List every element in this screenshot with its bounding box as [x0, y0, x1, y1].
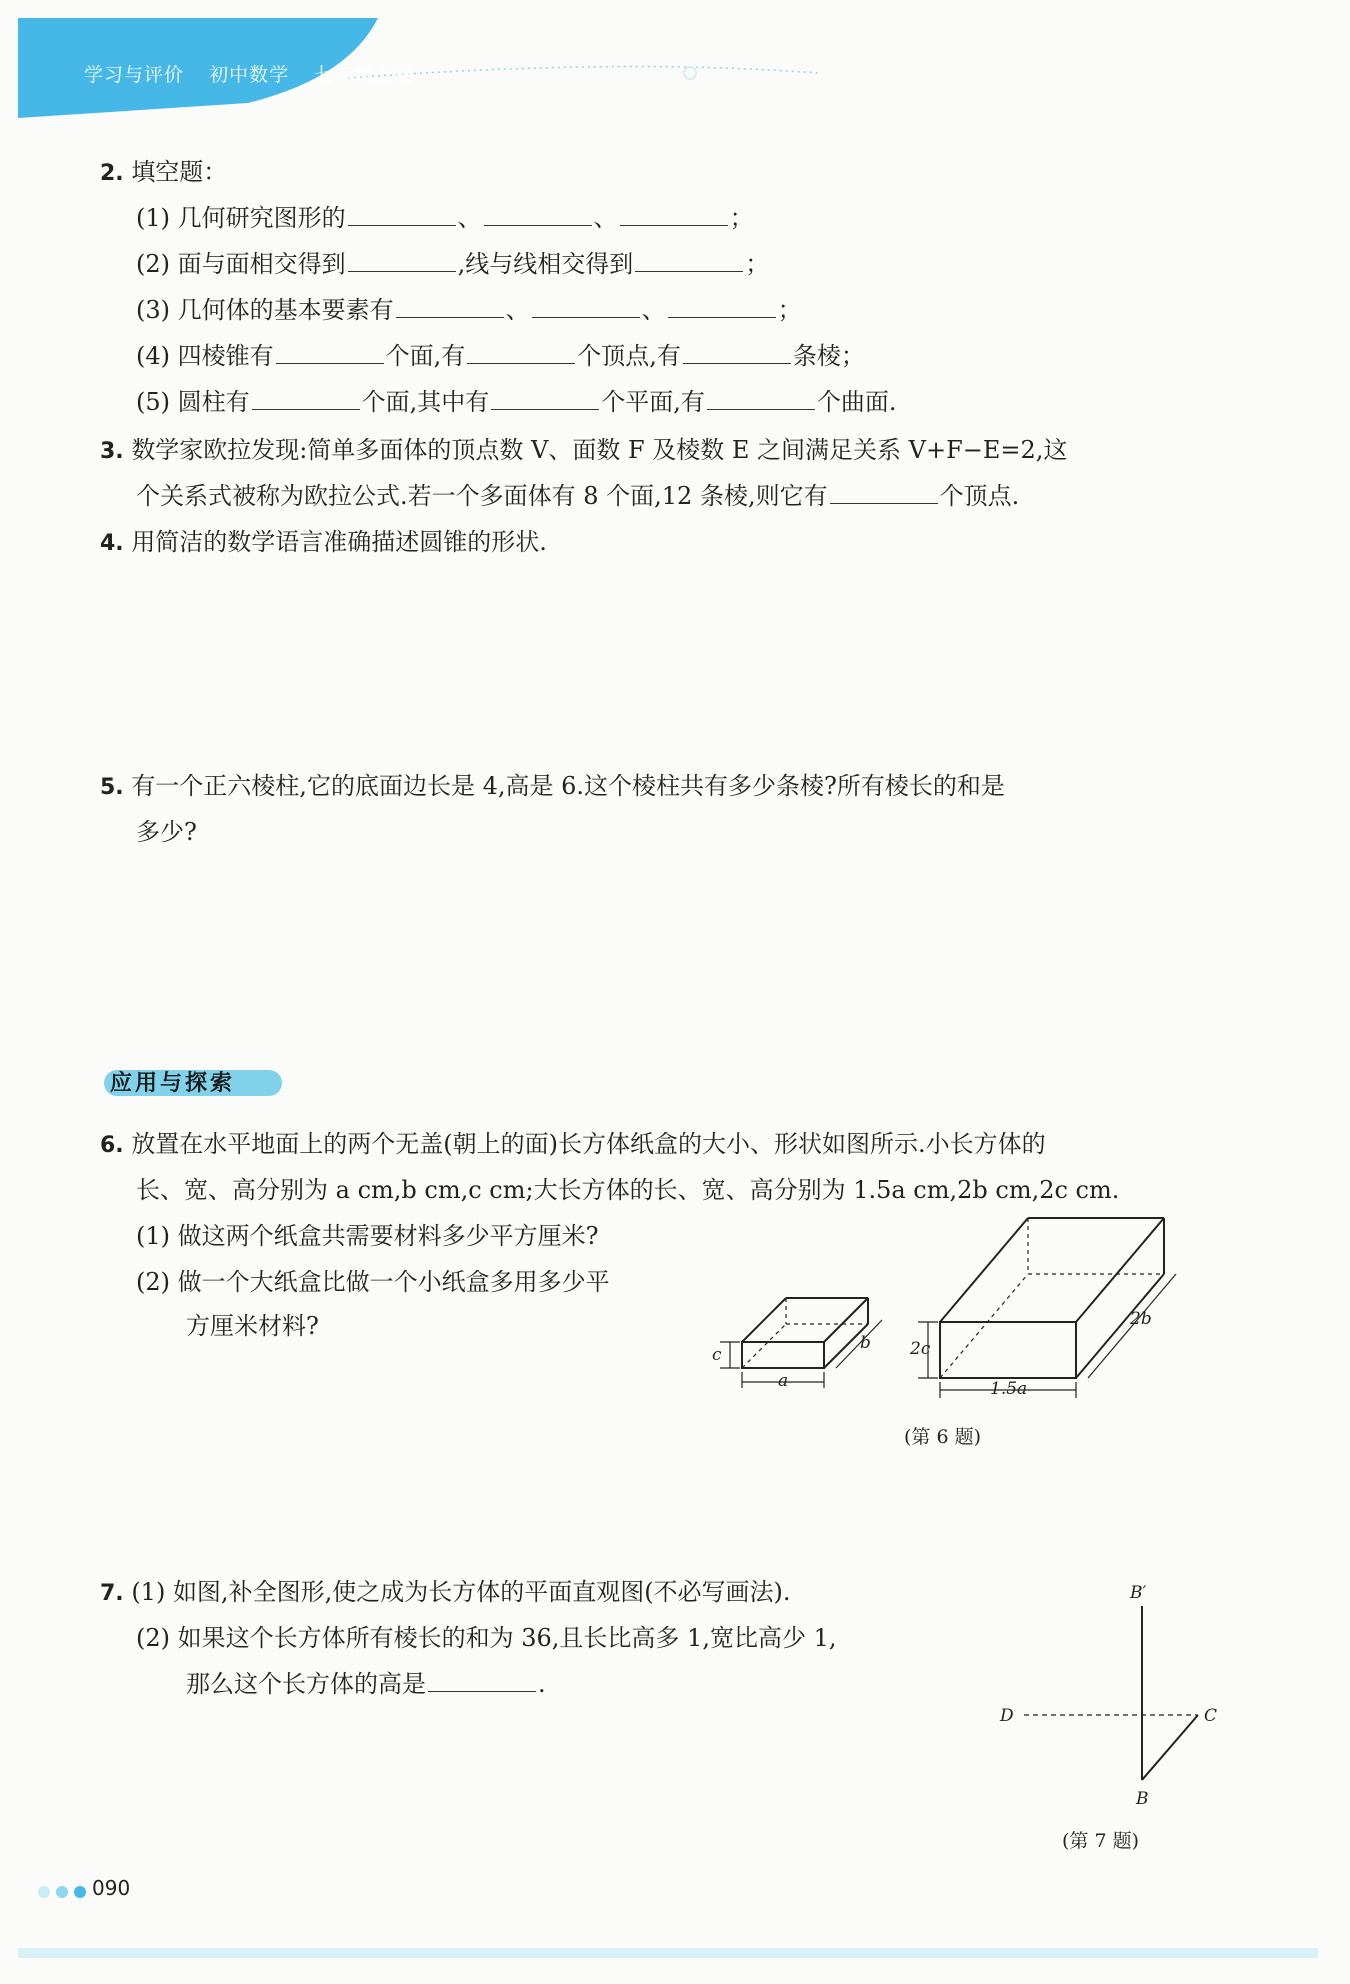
- q5-text-line1: 有一个正六棱柱,它的底面边长是 4,高是 6.这个棱柱共有多少条棱?所有棱长的和是: [131, 772, 1005, 800]
- q2-p4-end: 条棱；: [792, 342, 865, 370]
- q7-number: 7.: [100, 1581, 124, 1606]
- q2-p3-label: (3) 几何体的基本要素有: [136, 296, 394, 324]
- header-subject: 初中数学: [209, 64, 290, 86]
- q2-p5-end: 个曲面.: [816, 388, 897, 416]
- big-box-front: [940, 1322, 1076, 1378]
- header-text: [84, 60, 432, 87]
- q3-number: 3.: [100, 439, 124, 464]
- q5-text-line2: 多少?: [136, 818, 197, 846]
- q3-line2: [136, 480, 1019, 512]
- q2-p1-label: (1) 几何研究图形的: [136, 204, 346, 232]
- q7-part2b: [186, 1668, 546, 1700]
- q2-part5: [136, 386, 897, 418]
- q7-caption: (第 7 题): [1062, 1830, 1139, 1852]
- section-title: [104, 1066, 284, 1100]
- label-b-prime: B′: [1130, 1583, 1147, 1603]
- q7-figure: [990, 1580, 1230, 1820]
- q2-p5-label: (5) 圆柱有: [136, 388, 250, 416]
- q3-line1: [100, 434, 1067, 468]
- q6-text-line2: 长、宽、高分别为 a cm,b cm,c cm;大长方体的长、宽、高分别为 1.5a cm,2b cm,2c cm.: [136, 1176, 1120, 1204]
- q4-line: [100, 526, 547, 560]
- page-dots-icon: [36, 1884, 96, 1904]
- blank: [491, 387, 599, 410]
- q7-p1-text: (1) 如图,补全图形,使之成为长方体的平面直观图(不必写画法).: [131, 1578, 791, 1606]
- q6-line1: [100, 1128, 1046, 1162]
- q2-p2-end: ；: [745, 250, 770, 278]
- section-title-text: 应用与探索: [110, 1071, 236, 1096]
- blank: [276, 341, 384, 364]
- blank: [484, 203, 592, 226]
- q6-part1: [136, 1220, 599, 1252]
- q2-part1: [136, 202, 754, 234]
- q6-p1-text: (1) 做这两个纸盒共需要材料多少平方厘米?: [136, 1222, 599, 1250]
- q2-title: [100, 156, 227, 190]
- q5-line1: [100, 770, 1005, 804]
- q6-text-line1: 放置在水平地面上的两个无盖(朝上的面)长方体纸盒的大小、形状如图所示.小长方体的: [131, 1130, 1046, 1158]
- q4-number: 4.: [100, 531, 124, 556]
- footer-bar: [18, 1948, 1318, 1958]
- blank: [348, 249, 456, 272]
- label-b: B: [1136, 1789, 1149, 1809]
- q6-caption: (第 6 题): [904, 1426, 981, 1448]
- q2-part3: [136, 294, 802, 326]
- header-series: 学习与评价: [84, 64, 185, 86]
- small-b-label: b: [860, 1333, 871, 1353]
- small-a-label: a: [778, 1371, 789, 1391]
- q2-p5-mid1: 个面,其中有: [361, 388, 490, 416]
- blank: [620, 203, 728, 226]
- q6-p2b-text: 方厘米材料?: [186, 1312, 319, 1340]
- q2-p3-sep2: 、: [641, 296, 666, 324]
- q5-line2: [136, 816, 197, 848]
- q2-part4: [136, 340, 865, 372]
- q3-text-line1: 数学家欧拉发现:简单多面体的顶点数 V、面数 F 及棱数 E 之间满足关系 V+F−E=2,这: [131, 436, 1068, 464]
- blank: [467, 341, 575, 364]
- q5-number: 5.: [100, 775, 124, 800]
- blank: [428, 1669, 536, 1692]
- q3-text-line2a: 个关系式被称为欧拉公式.若一个多面体有 8 个面,12 条棱,则它有: [136, 482, 828, 510]
- q2-part2: [136, 248, 769, 280]
- q2-p4-label: (4) 四棱锥有: [136, 342, 274, 370]
- q2-p2-label: (2) 面与面相交得到: [136, 250, 346, 278]
- q2-p1-end: ；: [729, 204, 754, 232]
- q2-p4-mid2: 个顶点,有: [577, 342, 681, 370]
- q2-p2-mid: ,线与线相交得到: [457, 250, 634, 278]
- q2-number: 2.: [100, 161, 124, 186]
- big-b-label: 2b: [1130, 1309, 1152, 1329]
- q6-number: 6.: [100, 1133, 124, 1158]
- big-a-label: 1.5a: [990, 1379, 1028, 1399]
- blank: [683, 341, 791, 364]
- header-grade: 七年级上册: [314, 64, 415, 86]
- blank: [396, 295, 504, 318]
- q2-p1-sep1: 、: [457, 204, 482, 232]
- q2-p4-mid1: 个面,有: [385, 342, 466, 370]
- blank: [532, 295, 640, 318]
- q3-text-line2b: 个顶点.: [939, 482, 1020, 510]
- blank: [635, 249, 743, 272]
- label-c: C: [1204, 1706, 1218, 1726]
- label-d: D: [1000, 1706, 1014, 1726]
- q2-p5-mid2: 个平面,有: [601, 388, 705, 416]
- blank: [830, 481, 938, 504]
- q2-p3-sep1: 、: [505, 296, 530, 324]
- q7-p2a-text: (2) 如果这个长方体所有棱长的和为 36,且长比高多 1,宽比高少 1,: [136, 1624, 837, 1652]
- q7-p2b-text: 那么这个长方体的高是: [186, 1670, 426, 1698]
- edge-bc: [1142, 1715, 1198, 1780]
- q7-part1: [100, 1576, 791, 1610]
- blank: [348, 203, 456, 226]
- q6-part2a: [136, 1266, 610, 1298]
- q7-p2c-text: .: [538, 1670, 546, 1698]
- q6-part2b: [186, 1310, 319, 1342]
- q2-p1-sep2: 、: [593, 204, 618, 232]
- q6-p2a-text: (2) 做一个大纸盒比做一个小纸盒多用多少平: [136, 1268, 610, 1296]
- q6-figure: [700, 1200, 1220, 1410]
- small-c-label: c: [712, 1345, 722, 1365]
- big-c-label: 2c: [910, 1339, 931, 1359]
- blank: [707, 387, 815, 410]
- blank: [668, 295, 776, 318]
- blank: [252, 387, 360, 410]
- q4-text: 用简洁的数学语言准确描述圆锥的形状.: [131, 528, 547, 556]
- page-header: [18, 18, 1318, 118]
- q2-p3-end: ；: [777, 296, 802, 324]
- q7-part2a: [136, 1622, 836, 1654]
- q2-title-text: 填空题：: [131, 158, 228, 186]
- page-number: 090: [92, 1876, 131, 1900]
